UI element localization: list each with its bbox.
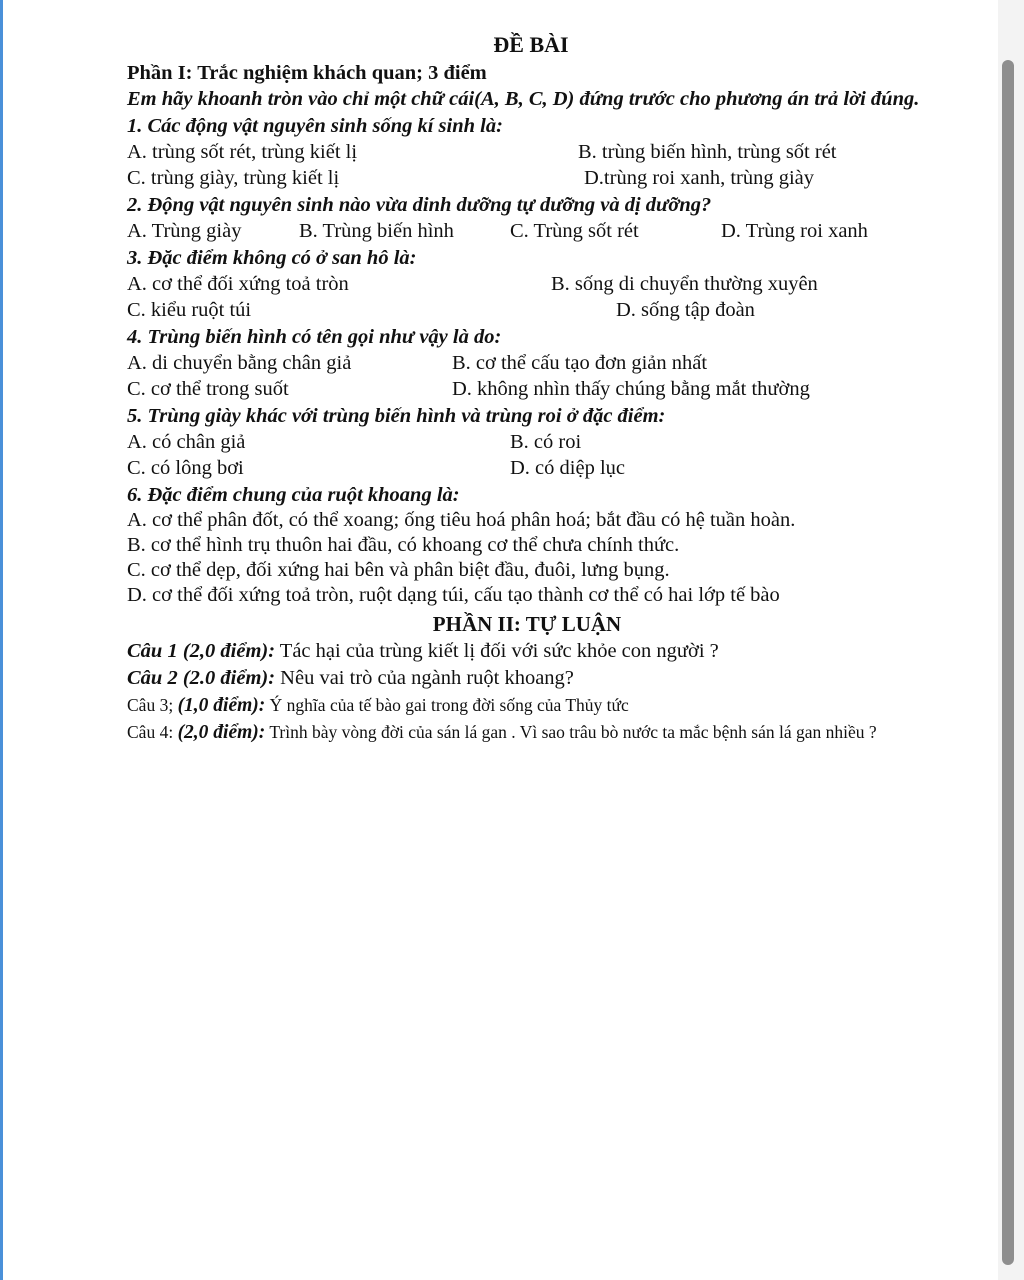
option-1d: D.trùng roi xanh, trùng giày [584, 167, 815, 189]
essay-question-1-text: Tác hại của trùng kiết lị đối với sức khỏe con người ? [275, 640, 719, 662]
option-3b: B. sống di chuyển thường xuyên [551, 273, 818, 295]
option-4c: C. cơ thể trong suốt [127, 378, 289, 400]
page-title: ĐỀ BÀI [493, 32, 569, 57]
part2-heading: PHẦN II: TỰ LUẬN [432, 612, 622, 636]
question-4-options-row-2 [127, 376, 927, 402]
essay-question-2-text: Nêu vai trò của ngành ruột khoang? [275, 667, 574, 689]
essay-question-3-label: (1,0 điểm): [177, 695, 266, 716]
essay-question-1-label: Câu 1 (2,0 điểm): [127, 640, 276, 662]
question-3: 3. Đặc điểm không có ở san hô là: [127, 247, 417, 269]
option-1a: A. trùng sốt rét, trùng kiết lị [127, 141, 358, 163]
option-6a: A. cơ thể phân đốt, có thể xoang; ống tiêu hoá phân hoá; bắt đầu có hệ tuần hoàn. [127, 509, 796, 531]
option-6d: D. cơ thể đối xứng toả tròn, ruột dạng túi, cấu tạo thành cơ thể có hai lớp tế bào [127, 584, 780, 606]
option-6c: C. cơ thể dẹp, đối xứng hai bên và phân biệt đầu, đuôi, lưng bụng. [127, 559, 670, 581]
essay-question-3-prefix: Câu 3; [127, 695, 178, 715]
question-1: 1. Các động vật nguyên sinh sống kí sinh là: [127, 115, 503, 137]
part1-heading: Phần I: Trắc nghiệm khách quan; 3 điểm [127, 62, 487, 84]
window-left-edge [0, 0, 3, 1280]
question-3-options-row-2 [127, 297, 927, 323]
option-3a: A. cơ thể đối xứng toả tròn [127, 273, 349, 295]
document-page [127, 30, 927, 746]
essay-question-4 [127, 719, 917, 746]
essay-question-4-label: (2,0 điểm): [177, 722, 266, 743]
question-5-options-row-1 [127, 429, 927, 455]
option-2d: D. Trùng roi xanh [721, 220, 868, 242]
question-4-options-row-1 [127, 350, 927, 376]
option-4b: B. cơ thể cấu tạo đơn giản nhất [452, 352, 708, 374]
essay-question-1 [127, 638, 927, 665]
question-1-options-row-2 [127, 165, 927, 191]
essay-question-2 [127, 665, 927, 692]
question-5-options-row-2 [127, 455, 927, 481]
option-5c: C. có lông bơi [127, 457, 244, 479]
option-6b: B. cơ thể hình trụ thuôn hai đầu, có khoang cơ thể chưa chính thức. [127, 534, 680, 556]
question-2-options-row [127, 218, 927, 244]
option-4d: D. không nhìn thấy chúng bằng mắt thường [452, 378, 810, 400]
option-2a: A. Trùng giày [127, 220, 242, 242]
scrollbar-thumb[interactable] [1002, 60, 1014, 1265]
option-5a: A. có chân giả [127, 431, 246, 453]
option-5d: D. có diệp lục [510, 457, 625, 479]
part1-instruction: Em hãy khoanh tròn vào chỉ một chữ cái(A, B, C, D) đứng trước cho phương án trả lời đúng. [127, 88, 920, 110]
question-4: 4. Trùng biến hình có tên gọi như vậy là do: [127, 326, 502, 348]
option-5b: B. có roi [510, 431, 582, 453]
option-2c: C. Trùng sốt rét [510, 220, 639, 242]
essay-question-4-prefix: Câu 4: [127, 722, 178, 742]
option-3d: D. sống tập đoàn [616, 299, 755, 321]
question-1-options-row-1 [127, 139, 927, 165]
essay-question-2-label: Câu 2 (2.0 điểm): [127, 667, 276, 689]
scrollbar-track[interactable] [998, 0, 1024, 1280]
essay-question-4-text: Trình bày vòng đời của sán lá gan . Vì sao trâu bò nước ta mắc bệnh sán lá gan nhiều ? [265, 722, 877, 742]
question-2: 2. Động vật nguyên sinh nào vừa dinh dưỡng tự dưỡng và dị dưỡng? [127, 194, 712, 216]
question-5: 5. Trùng giày khác với trùng biến hình và trùng roi ở đặc điểm: [127, 405, 666, 427]
option-1c: C. trùng giày, trùng kiết lị [127, 167, 340, 189]
option-1b: B. trùng biến hình, trùng sốt rét [578, 141, 837, 163]
option-3c: C. kiểu ruột túi [127, 299, 252, 321]
essay-question-3 [127, 692, 927, 719]
option-4a: A. di chuyển bằng chân giả [127, 352, 352, 374]
essay-question-3-text: Ý nghĩa của tế bào gai trong đời sống của Thủy tức [265, 695, 629, 715]
option-2b: B. Trùng biến hình [299, 220, 454, 242]
question-6: 6. Đặc điểm chung của ruột khoang là: [127, 484, 460, 506]
question-3-options-row-1 [127, 271, 927, 297]
